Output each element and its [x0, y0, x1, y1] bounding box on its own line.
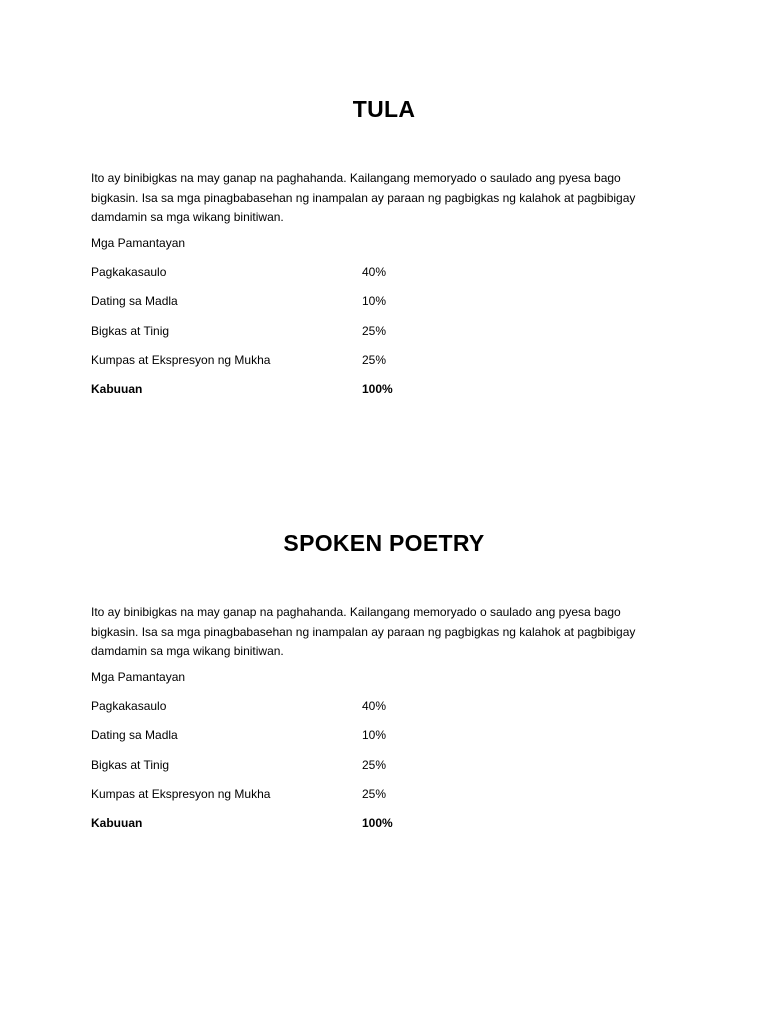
criteria-row [91, 699, 491, 715]
criteria-percent: 25% [362, 353, 387, 367]
criteria-row [91, 758, 491, 774]
section-description: Ito ay binibigkas na may ganap na paghahanda. Kailangang memoryado o saulado ang pyesa bago bigkasin. Isa sa mga pinagbabasehan ng inampalan ay paraan ng pagbigkas ng kalahok at pagbibigay damdamin sa mga wikang binitiwan. [91, 171, 636, 224]
criteria-row [91, 265, 491, 281]
criteria-percent: 25% [362, 324, 387, 338]
section-description: Ito ay binibigkas na may ganap na paghahanda. Kailangang memoryado o saulado ang pyesa bago bigkasin. Isa sa mga pinagbabasehan ng inampalan ay paraan ng pagbigkas ng kalahok at pagbibigay damdamin sa mga wikang binitiwan. [91, 605, 636, 658]
criteria-label: Pagkakasaulo [91, 699, 167, 713]
criteria-label: Dating sa Madla [91, 294, 178, 308]
criteria-label: Bigkas at Tinig [91, 324, 170, 338]
section-title: SPOKEN POETRY [283, 530, 485, 556]
criteria-percent: 25% [362, 787, 387, 801]
criteria-percent: 25% [362, 758, 387, 772]
criteria-total-label: Kabuuan [91, 382, 143, 396]
section-title: TULA [352, 96, 416, 122]
criteria-percent: 40% [362, 265, 387, 279]
criteria-label: Kumpas at Ekspresyon ng Mukha [91, 353, 271, 367]
criteria-row [91, 728, 491, 744]
criteria-percent: 10% [362, 294, 387, 308]
criteria-row [91, 324, 491, 340]
criteria-label: Dating sa Madla [91, 728, 178, 742]
criteria-row [91, 787, 491, 803]
criteria-total-label: Kabuuan [91, 816, 143, 830]
criteria-total-row [91, 816, 491, 832]
criteria-percent: 10% [362, 728, 387, 742]
criteria-heading: Mga Pamantayan [91, 236, 186, 250]
criteria-label: Bigkas at Tinig [91, 758, 170, 772]
criteria-row [91, 353, 491, 369]
criteria-total-percent: 100% [362, 382, 393, 396]
criteria-total-row [91, 382, 491, 398]
criteria-heading: Mga Pamantayan [91, 670, 186, 684]
criteria-row [91, 294, 491, 310]
criteria-label: Kumpas at Ekspresyon ng Mukha [91, 787, 271, 801]
criteria-percent: 40% [362, 699, 387, 713]
criteria-total-percent: 100% [362, 816, 393, 830]
criteria-label: Pagkakasaulo [91, 265, 167, 279]
